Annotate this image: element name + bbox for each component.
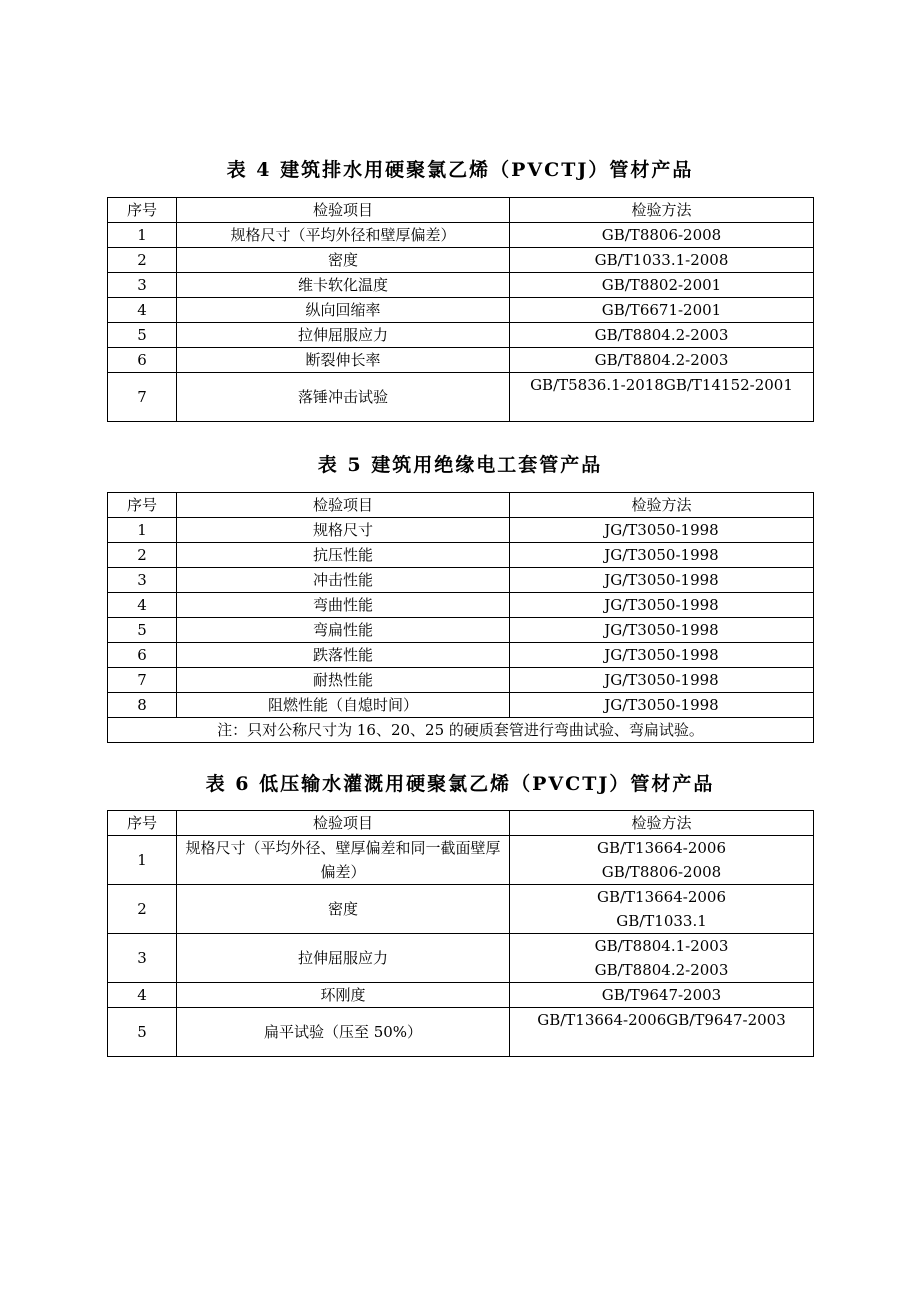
table-row bbox=[108, 668, 814, 693]
row-item: 耐热性能 bbox=[177, 668, 510, 693]
row-item: 环刚度 bbox=[177, 983, 510, 1008]
row-method bbox=[510, 885, 814, 934]
row-item: 拉伸屈服应力 bbox=[177, 323, 510, 348]
header-no: 序号 bbox=[108, 198, 177, 223]
row-no: 3 bbox=[108, 934, 177, 983]
row-item: 阻燃性能（自熄时间） bbox=[177, 693, 510, 718]
row-no: 4 bbox=[108, 593, 177, 618]
row-no: 3 bbox=[108, 273, 177, 298]
table-row bbox=[108, 693, 814, 718]
table-row bbox=[108, 373, 814, 422]
row-item: 弯扁性能 bbox=[177, 618, 510, 643]
table-row bbox=[108, 323, 814, 348]
row-method: JG/T3050-1998 bbox=[510, 693, 814, 718]
row-item: 扁平试验（压至 50%） bbox=[177, 1008, 510, 1057]
row-method: GB/T5836.1-2018GB/T14152-2001 bbox=[510, 373, 814, 422]
header-no: 序号 bbox=[108, 493, 177, 518]
row-item: 密度 bbox=[177, 248, 510, 273]
row-no: 7 bbox=[108, 373, 177, 422]
row-method: GB/T8802-2001 bbox=[510, 273, 814, 298]
table-row bbox=[108, 298, 814, 323]
row-no: 5 bbox=[108, 323, 177, 348]
method-line: GB/T8804.1-2003 bbox=[594, 937, 729, 955]
header-no: 序号 bbox=[108, 811, 177, 836]
row-item: 拉伸屈服应力 bbox=[177, 934, 510, 983]
row-method: JG/T3050-1998 bbox=[510, 618, 814, 643]
row-method bbox=[510, 934, 814, 983]
row-item: 冲击性能 bbox=[177, 568, 510, 593]
table-header-row bbox=[108, 198, 814, 223]
table-note: 注：只对公称尺寸为 16、20、25 的硬质套管进行弯曲试验、弯扁试验。 bbox=[108, 718, 814, 743]
row-method: JG/T3050-1998 bbox=[510, 668, 814, 693]
table-5 bbox=[107, 492, 814, 743]
row-method: GB/T1033.1-2008 bbox=[510, 248, 814, 273]
row-item: 维卡软化温度 bbox=[177, 273, 510, 298]
row-no: 4 bbox=[108, 298, 177, 323]
row-no: 2 bbox=[108, 885, 177, 934]
row-no: 7 bbox=[108, 668, 177, 693]
method-line: GB/T8806-2008 bbox=[601, 863, 722, 881]
row-no: 1 bbox=[108, 518, 177, 543]
row-item: 规格尺寸（平均外径、壁厚偏差和同一截面壁厚偏差） bbox=[177, 836, 510, 885]
table-row bbox=[108, 543, 814, 568]
table-note-row bbox=[108, 718, 814, 743]
row-no: 6 bbox=[108, 348, 177, 373]
table-4 bbox=[107, 197, 814, 422]
header-method: 检验方法 bbox=[510, 198, 814, 223]
method-line: GB/T1033.1 bbox=[616, 912, 707, 930]
table-row bbox=[108, 568, 814, 593]
row-item: 抗压性能 bbox=[177, 543, 510, 568]
row-no: 6 bbox=[108, 643, 177, 668]
row-item: 纵向回缩率 bbox=[177, 298, 510, 323]
row-method: GB/T8804.2-2003 bbox=[510, 348, 814, 373]
header-item: 检验项目 bbox=[177, 198, 510, 223]
row-method: GB/T8804.2-2003 bbox=[510, 323, 814, 348]
table-6-caption: 表 6 低压输水灌溉用硬聚氯乙烯（PVCTJ）管材产品 bbox=[205, 773, 715, 795]
table-row bbox=[108, 885, 814, 934]
row-no: 8 bbox=[108, 693, 177, 718]
row-no: 5 bbox=[108, 1008, 177, 1057]
row-no: 5 bbox=[108, 618, 177, 643]
row-method: JG/T3050-1998 bbox=[510, 543, 814, 568]
row-method: GB/T13664-2006GB/T9647-2003 bbox=[510, 1008, 814, 1057]
table-header-row bbox=[108, 493, 814, 518]
row-no: 4 bbox=[108, 983, 177, 1008]
header-method: 检验方法 bbox=[510, 493, 814, 518]
row-method: JG/T3050-1998 bbox=[510, 568, 814, 593]
method-line: GB/T13664-2006 bbox=[596, 839, 727, 857]
table-5-caption: 表 5 建筑用绝缘电工套管产品 bbox=[317, 454, 603, 476]
row-item: 密度 bbox=[177, 885, 510, 934]
row-method: JG/T3050-1998 bbox=[510, 643, 814, 668]
row-method: GB/T6671-2001 bbox=[510, 298, 814, 323]
row-no: 2 bbox=[108, 248, 177, 273]
row-no: 3 bbox=[108, 568, 177, 593]
row-method: JG/T3050-1998 bbox=[510, 518, 814, 543]
table-row bbox=[108, 1008, 814, 1057]
table-row bbox=[108, 836, 814, 885]
row-item: 断裂伸长率 bbox=[177, 348, 510, 373]
row-no: 2 bbox=[108, 543, 177, 568]
row-method: JG/T3050-1998 bbox=[510, 593, 814, 618]
table-4-caption: 表 4 建筑排水用硬聚氯乙烯（PVCTJ）管材产品 bbox=[226, 159, 694, 181]
table-row bbox=[108, 593, 814, 618]
row-no: 1 bbox=[108, 223, 177, 248]
row-item: 规格尺寸 bbox=[177, 518, 510, 543]
row-method: GB/T8806-2008 bbox=[510, 223, 814, 248]
method-line: GB/T13664-2006 bbox=[596, 888, 727, 906]
row-method: GB/T9647-2003 bbox=[510, 983, 814, 1008]
row-method bbox=[510, 836, 814, 885]
row-item: 弯曲性能 bbox=[177, 593, 510, 618]
row-item: 规格尺寸（平均外径和壁厚偏差） bbox=[177, 223, 510, 248]
table-row bbox=[108, 643, 814, 668]
table-row bbox=[108, 223, 814, 248]
row-no: 1 bbox=[108, 836, 177, 885]
table-row bbox=[108, 273, 814, 298]
method-line: GB/T8804.2-2003 bbox=[594, 961, 729, 979]
row-item: 跌落性能 bbox=[177, 643, 510, 668]
table-header-row bbox=[108, 811, 814, 836]
header-item: 检验项目 bbox=[177, 493, 510, 518]
table-6 bbox=[107, 810, 814, 1057]
table-row bbox=[108, 618, 814, 643]
table-row bbox=[108, 518, 814, 543]
row-item: 落锤冲击试验 bbox=[177, 373, 510, 422]
table-row bbox=[108, 348, 814, 373]
header-item: 检验项目 bbox=[177, 811, 510, 836]
table-row bbox=[108, 934, 814, 983]
header-method: 检验方法 bbox=[510, 811, 814, 836]
table-row bbox=[108, 983, 814, 1008]
table-row bbox=[108, 248, 814, 273]
